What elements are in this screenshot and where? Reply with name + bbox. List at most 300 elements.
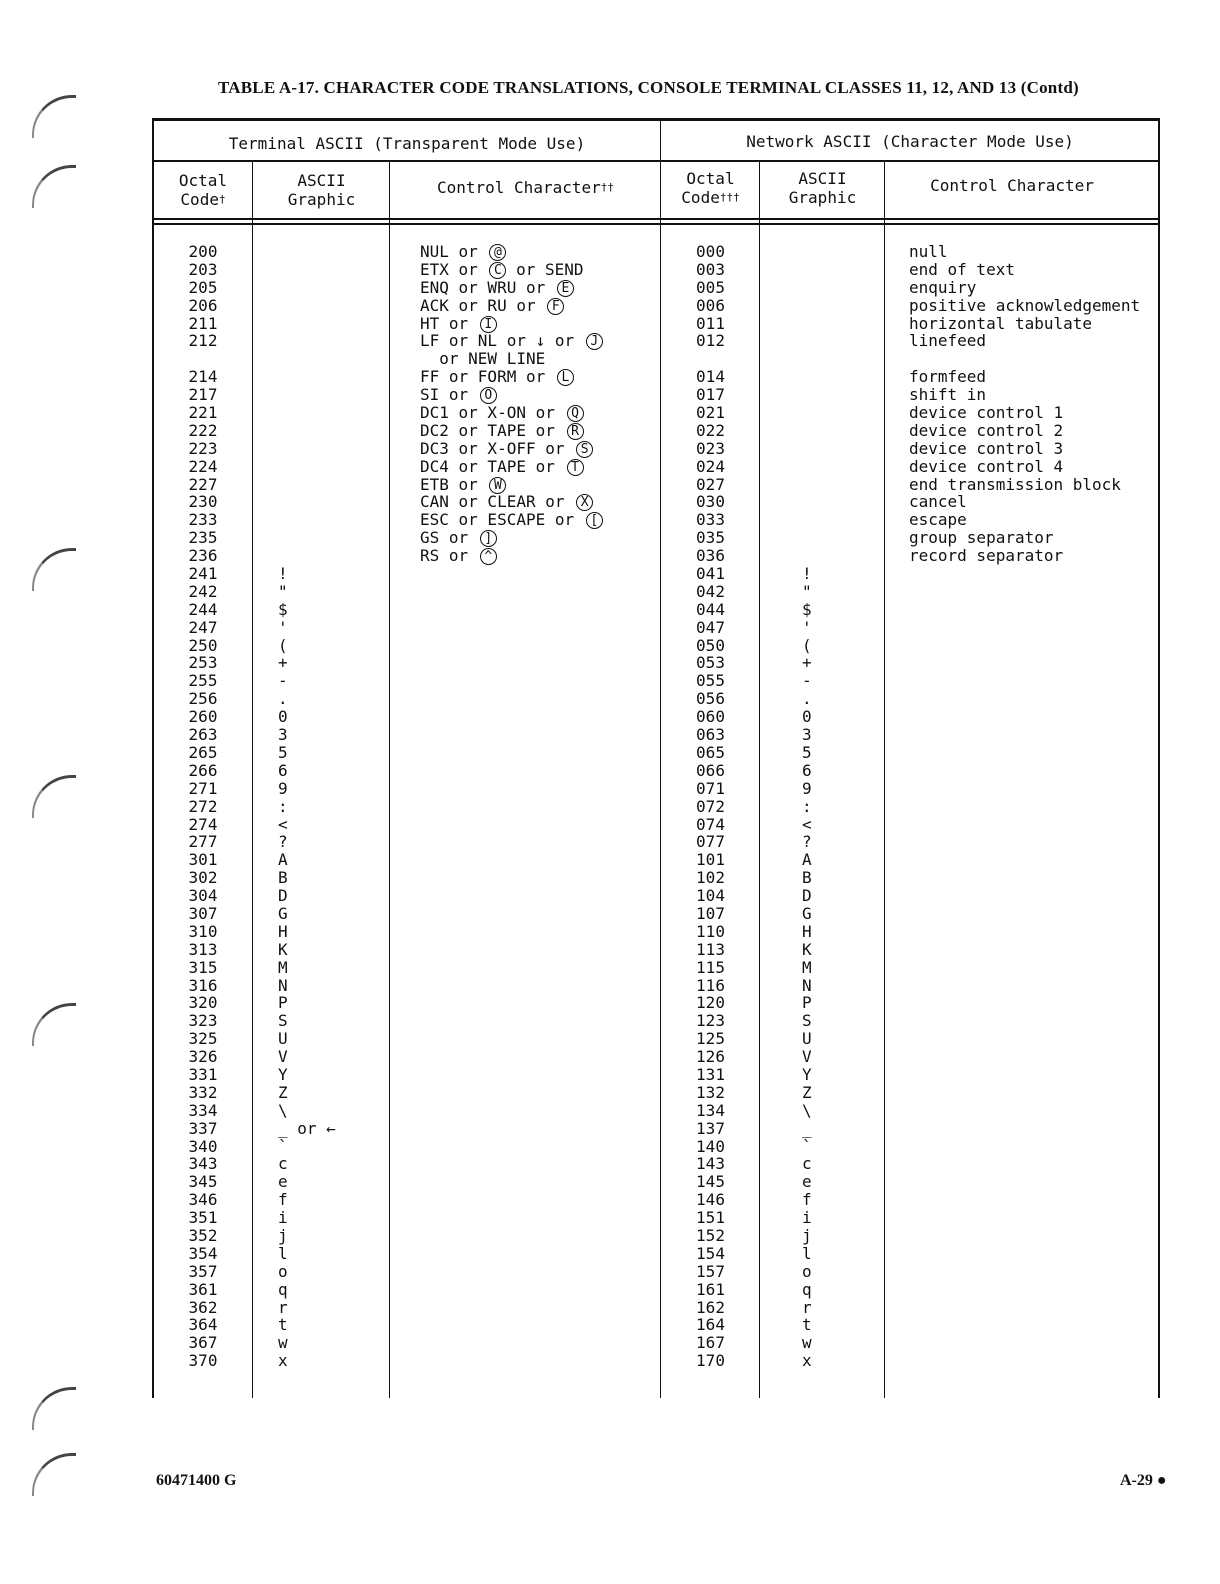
network-octal-code: 024 [696, 456, 725, 476]
terminal-ascii-graphic: H [278, 921, 288, 941]
terminal-octal-code: 212 [188, 331, 218, 351]
terminal-control-character [420, 1138, 658, 1156]
terminal-ascii-graphic: o [278, 1261, 288, 1281]
terminal-ascii-graphic: . [278, 689, 288, 709]
binder-hole [32, 1003, 76, 1046]
network-octal-code: 104 [696, 886, 725, 906]
terminal-ascii-graphic: K [278, 939, 288, 959]
terminal-octal-code: 272 [188, 796, 218, 816]
network-control-character: positive acknowledgement [909, 295, 1141, 315]
network-control-character [909, 583, 1157, 601]
binder-hole [32, 1387, 76, 1430]
terminal-octal-code: 351 [188, 1208, 218, 1228]
terminal-ascii-graphic: i [278, 1208, 288, 1228]
network-ascii-graphic: ! [802, 564, 812, 584]
network-control-character [909, 798, 1157, 816]
terminal-octal-code: 277 [188, 832, 218, 852]
terminal-ascii-graphic [278, 529, 388, 547]
network-octal-code: 063 [696, 725, 725, 745]
terminal-ascii-graphic: q [278, 1279, 288, 1299]
control-character-text: SI or [420, 385, 469, 405]
terminal-ascii-graphic: + [278, 653, 288, 673]
network-octal-code: 143 [696, 1154, 725, 1174]
network-ascii-graphic: 0 [802, 707, 812, 727]
terminal-ascii-graphic [278, 458, 388, 476]
terminal-octal-code: 241 [188, 564, 218, 584]
circled-key-icon: T [567, 459, 584, 476]
circled-key-icon: W [489, 477, 506, 494]
terminal-ascii-graphic: < [278, 814, 288, 834]
network-octal-code: 044 [696, 599, 725, 619]
circled-key-icon: I [480, 316, 497, 333]
terminal-ascii-graphic [278, 493, 388, 511]
header-network-octal-code: Octal Code††† [681, 169, 740, 207]
terminal-ascii-graphic: S [278, 1011, 288, 1031]
terminal-ascii-graphic: D [278, 886, 288, 906]
terminal-ascii-graphic: e [278, 1172, 288, 1192]
network-ascii-graphic [802, 386, 882, 404]
group-header-network: Network ASCII (Character Mode Use) [746, 132, 1074, 151]
terminal-octal-code: 224 [188, 456, 218, 476]
terminal-control-character [420, 637, 658, 655]
terminal-ascii-graphic: Y [278, 1064, 288, 1084]
group-header-divider [152, 160, 1160, 162]
terminal-octal-code: 315 [188, 957, 218, 977]
terminal-control-character [420, 1012, 658, 1030]
terminal-control-character [420, 601, 658, 619]
network-octal-code: 154 [696, 1243, 725, 1263]
network-octal-code: 060 [696, 707, 725, 727]
terminal-octal-code: 236 [188, 546, 218, 566]
terminal-octal-code: 302 [188, 868, 218, 888]
network-control-character [909, 1209, 1157, 1227]
network-ascii-graphic [802, 332, 882, 350]
terminal-ascii-graphic [278, 332, 388, 350]
control-character-text: DC4 or TAPE or [420, 456, 555, 476]
network-ascii-graphic: P [802, 993, 812, 1013]
terminal-control-character [420, 565, 658, 583]
network-octal-code: 131 [696, 1064, 725, 1084]
network-control-character [909, 565, 1157, 583]
terminal-ascii-graphic: ( [278, 635, 288, 655]
network-control-character: escape [909, 510, 967, 530]
terminal-control-character [420, 977, 658, 995]
terminal-ascii-graphic: 3 [278, 725, 288, 745]
terminal-ascii-graphic: G [278, 903, 288, 923]
header-network-ascii-graphic: ASCII Graphic [788, 169, 857, 207]
header-network-control-character: Control Character [930, 176, 1094, 195]
network-control-character [909, 923, 1157, 941]
terminal-octal-code: 206 [188, 295, 218, 315]
network-control-character: cancel [909, 492, 967, 512]
circled-key-icon: C [489, 262, 506, 279]
network-control-character [909, 1316, 1157, 1334]
terminal-octal-code: 244 [188, 599, 218, 619]
network-control-character [909, 762, 1157, 780]
binder-hole [32, 548, 76, 591]
terminal-control-character-column [420, 243, 658, 1370]
network-control-character [909, 601, 1157, 619]
network-control-character [909, 887, 1157, 905]
terminal-ascii-graphic [278, 350, 388, 368]
network-octal-code: 072 [696, 796, 725, 816]
network-ascii-graphic: $ [802, 599, 812, 619]
terminal-octal-code: 316 [188, 975, 218, 995]
network-control-character: device control 2 [909, 420, 1064, 440]
terminal-control-character [420, 994, 658, 1012]
terminal-control-character [420, 422, 658, 440]
circled-key-icon: Q [567, 405, 584, 422]
network-octal-code: 140 [696, 1136, 725, 1156]
network-octal-code: 005 [696, 277, 725, 297]
network-control-character: device control 1 [909, 403, 1064, 423]
control-character-text: ETB or [420, 474, 478, 494]
terminal-octal-code: 233 [188, 510, 218, 530]
network-control-character [909, 744, 1157, 762]
group-header-terminal: Terminal ASCII (Transparent Mode Use) [228, 134, 586, 153]
network-ascii-graphic [802, 422, 882, 440]
terminal-octal-code: 222 [188, 420, 218, 440]
network-octal-code: 065 [696, 742, 725, 762]
terminal-control-character [420, 690, 658, 708]
network-ascii-graphic: q [802, 1279, 812, 1299]
network-octal-code: 146 [696, 1190, 725, 1210]
terminal-control-character [420, 654, 658, 672]
network-ascii-graphic: \ [802, 1100, 812, 1120]
terminal-octal-code: 334 [188, 1100, 218, 1120]
network-octal-code: 050 [696, 635, 725, 655]
terminal-control-character [420, 1048, 658, 1066]
terminal-control-character [420, 1281, 658, 1299]
terminal-ascii-graphic: A [278, 850, 288, 870]
control-character-text: DC1 or X-ON or [420, 403, 555, 423]
network-ascii-graphic: S [802, 1011, 812, 1031]
terminal-octal-code: 343 [188, 1154, 218, 1174]
network-ascii-graphic: e [802, 1172, 812, 1192]
network-ascii-graphic: " [802, 581, 812, 601]
network-octal-code: 164 [696, 1315, 725, 1335]
terminal-ascii-graphic: r [278, 1297, 288, 1317]
terminal-control-character [420, 744, 658, 762]
terminal-ascii-graphic: P [278, 993, 288, 1013]
network-ascii-graphic [802, 315, 882, 333]
terminal-octal-code: 217 [188, 385, 218, 405]
terminal-octal-code: 345 [188, 1172, 218, 1192]
network-octal-code: 161 [696, 1279, 725, 1299]
terminal-octal-code: 265 [188, 742, 218, 762]
terminal-ascii-graphic: 9 [278, 778, 288, 798]
terminal-control-character [420, 511, 658, 529]
network-ascii-graphic: t [802, 1315, 812, 1335]
control-character-text: CAN or CLEAR or [420, 492, 565, 512]
network-octal-code: 030 [696, 492, 725, 512]
network-octal-code: 000 [696, 242, 725, 261]
circled-key-icon: E [557, 280, 574, 297]
terminal-octal-code: 337 [188, 1118, 218, 1138]
terminal-control-character [420, 440, 658, 458]
network-octal-code [662, 350, 759, 368]
control-character-text: HT or [420, 313, 469, 333]
network-octal-code: 107 [696, 903, 725, 923]
circled-key-icon: F [547, 298, 564, 315]
terminal-control-character [420, 619, 658, 637]
binder-hole [32, 1453, 76, 1496]
network-control-character: shift in [909, 385, 987, 405]
terminal-ascii-graphic: $ [278, 599, 288, 619]
control-character-text: ETX or [420, 259, 478, 279]
network-control-character [909, 941, 1157, 959]
network-control-character [909, 708, 1157, 726]
terminal-ascii-graphic [278, 279, 388, 297]
terminal-control-character [420, 1316, 658, 1334]
terminal-ascii-graphic: N [278, 975, 288, 995]
terminal-control-character [420, 798, 658, 816]
network-octal-code: 101 [696, 850, 725, 870]
network-control-character: group separator [909, 528, 1054, 548]
terminal-octal-code: 263 [188, 725, 218, 745]
network-ascii-graphic [802, 547, 882, 565]
network-octal-code: 125 [696, 1029, 725, 1049]
terminal-control-character [420, 887, 658, 905]
network-control-character [909, 1084, 1157, 1102]
terminal-control-character [420, 1299, 658, 1317]
terminal-octal-code: 266 [188, 760, 218, 780]
network-control-character [909, 1191, 1157, 1209]
terminal-octal-code: 205 [188, 277, 218, 297]
terminal-octal-code: 331 [188, 1064, 218, 1084]
terminal-control-character [420, 905, 658, 923]
control-character-text: NUL or [420, 242, 478, 261]
network-ascii-graphic: w [802, 1333, 812, 1353]
header-terminal-octal-code: Octal Code† [178, 171, 228, 209]
binder-hole [32, 165, 76, 208]
terminal-octal-code: 370 [188, 1351, 218, 1371]
network-octal-code: 022 [696, 420, 725, 440]
document-number: 60471400 G [156, 1472, 237, 1489]
terminal-octal-code: 203 [188, 259, 218, 279]
col-divider [759, 161, 760, 1398]
terminal-control-character [420, 833, 658, 851]
network-ascii-graphic: + [802, 653, 812, 673]
network-control-character: device control 4 [909, 456, 1064, 476]
network-control-character: null [909, 242, 948, 261]
network-octal-code: 115 [696, 957, 725, 977]
network-ascii-graphic: N [802, 975, 812, 995]
terminal-control-character [420, 547, 658, 565]
terminal-ascii-graphic: \ [278, 1100, 288, 1120]
terminal-ascii-graphic: M [278, 957, 288, 977]
terminal-ascii-graphic [278, 315, 388, 333]
network-ascii-graphic: x [802, 1351, 812, 1371]
network-control-character [909, 1227, 1157, 1245]
circled-key-icon: J [586, 333, 603, 350]
circled-key-icon: ^ [480, 548, 497, 565]
terminal-ascii-graphic: _ or ← [278, 1118, 336, 1138]
terminal-control-character [420, 368, 658, 386]
network-octal-code: 110 [696, 921, 725, 941]
terminal-ascii-graphic: l [278, 1243, 288, 1263]
terminal-control-character [420, 315, 658, 333]
network-ascii-graphic: V [802, 1047, 812, 1067]
terminal-control-character [420, 1245, 658, 1263]
terminal-ascii-graphic: ` [278, 1136, 288, 1156]
terminal-ascii-graphic: t [278, 1315, 288, 1335]
terminal-octal-code: 307 [188, 903, 218, 923]
network-ascii-graphic [802, 511, 882, 529]
terminal-octal-code: 301 [188, 850, 218, 870]
network-control-character [909, 1066, 1157, 1084]
network-octal-code: 123 [696, 1011, 725, 1031]
network-octal-code: 042 [696, 581, 725, 601]
terminal-ascii-graphic: V [278, 1047, 288, 1067]
network-octal-code: 132 [696, 1082, 725, 1102]
network-control-character [909, 637, 1157, 655]
network-control-character [909, 1012, 1157, 1030]
network-control-character [909, 1352, 1157, 1370]
network-ascii-graphic [802, 493, 882, 511]
terminal-octal-code: 352 [188, 1225, 218, 1245]
network-ascii-graphic: Y [802, 1064, 812, 1084]
network-ascii-graphic: j [802, 1225, 812, 1245]
terminal-ascii-graphic: f [278, 1190, 288, 1210]
network-octal-code: 047 [696, 617, 725, 637]
terminal-ascii-graphic: ' [278, 617, 288, 637]
network-ascii-graphic: ' [802, 617, 812, 637]
network-control-character [909, 1048, 1157, 1066]
terminal-control-character [420, 941, 658, 959]
network-control-character [909, 1120, 1157, 1138]
network-control-character [909, 672, 1157, 690]
col-divider [884, 161, 885, 1398]
network-ascii-graphic: G [802, 903, 812, 923]
network-ascii-graphic: . [802, 689, 812, 709]
network-control-character [909, 816, 1157, 834]
network-control-character [909, 1334, 1157, 1352]
terminal-octal-code: 200 [188, 242, 218, 261]
network-ascii-graphic: A [802, 850, 812, 870]
terminal-octal-code: 313 [188, 939, 218, 959]
control-character-text: GS or [420, 528, 469, 548]
network-ascii-graphic: : [802, 796, 812, 816]
network-ascii-graphic: f [802, 1190, 812, 1210]
network-octal-code: 011 [696, 313, 725, 333]
network-octal-code: 116 [696, 975, 725, 995]
terminal-octal-code: 255 [188, 671, 218, 691]
network-control-character [909, 780, 1157, 798]
network-octal-code: 077 [696, 832, 725, 852]
terminal-ascii-graphic [278, 547, 388, 565]
network-control-character [909, 851, 1157, 869]
terminal-control-character [420, 297, 658, 315]
control-character-text: DC3 or X-OFF or [420, 438, 565, 458]
terminal-ascii-graphic: w [278, 1333, 288, 1353]
terminal-octal-code: 362 [188, 1297, 218, 1317]
terminal-octal-code: 223 [188, 438, 218, 458]
terminal-octal-code: 340 [188, 1136, 218, 1156]
network-ascii-graphic: K [802, 939, 812, 959]
network-control-character-column [909, 243, 1157, 1370]
terminal-control-character [420, 1084, 658, 1102]
terminal-control-character [420, 869, 658, 887]
network-ascii-graphic: _ [802, 1118, 812, 1138]
network-control-character [909, 1245, 1157, 1263]
network-ascii-graphic: - [802, 671, 812, 691]
terminal-octal-code: 346 [188, 1190, 218, 1210]
terminal-octal-code: 364 [188, 1315, 218, 1335]
network-ascii-graphic [802, 297, 882, 315]
terminal-control-character [420, 672, 658, 690]
terminal-control-character [420, 1173, 658, 1191]
terminal-control-character [420, 1102, 658, 1120]
terminal-control-character [420, 1120, 658, 1138]
network-octal-code: 003 [696, 259, 725, 279]
network-ascii-graphic [802, 440, 882, 458]
network-ascii-graphic [802, 458, 882, 476]
terminal-control-character [420, 404, 658, 422]
circled-key-icon: @ [489, 244, 506, 261]
terminal-ascii-graphic [278, 511, 388, 529]
control-character-text: RS or [420, 546, 469, 566]
control-character-text: ACK or RU or [420, 295, 536, 315]
terminal-control-character [420, 350, 658, 368]
control-character-text: ENQ or WRU or [420, 277, 546, 297]
network-control-character: enquiry [909, 277, 977, 297]
terminal-octal-code: 320 [188, 993, 218, 1013]
terminal-octal-code: 367 [188, 1333, 218, 1353]
terminal-ascii-graphic: x [278, 1351, 288, 1371]
network-control-character [909, 1030, 1157, 1048]
network-control-character [909, 350, 1157, 368]
terminal-ascii-graphic [278, 476, 388, 494]
terminal-control-character [420, 1030, 658, 1048]
table-title: TABLE A-17. CHARACTER CODE TRANSLATIONS, CONSOLE TERMINAL CLASSES 11, 12, AND 13 (Contd) [218, 78, 1079, 97]
network-ascii-graphic: 3 [802, 725, 812, 745]
network-ascii-graphic [802, 404, 882, 422]
network-control-character [909, 690, 1157, 708]
network-ascii-graphic: B [802, 868, 812, 888]
network-octal-code: 167 [696, 1333, 725, 1353]
network-ascii-graphic: ( [802, 635, 812, 655]
network-octal-code: 113 [696, 939, 725, 959]
terminal-ascii-graphic: - [278, 671, 288, 691]
network-octal-code: 023 [696, 438, 725, 458]
terminal-ascii-graphic: ! [278, 564, 288, 584]
network-octal-code: 014 [696, 367, 725, 387]
terminal-control-character [420, 261, 658, 279]
network-ascii-graphic: 6 [802, 760, 812, 780]
network-ascii-graphic: H [802, 921, 812, 941]
network-octal-code: 027 [696, 474, 725, 494]
network-ascii-graphic: Z [802, 1082, 812, 1102]
terminal-ascii-graphic [278, 261, 388, 279]
network-octal-code: 134 [696, 1100, 725, 1120]
terminal-ascii-graphic [278, 243, 388, 261]
network-control-character [909, 1299, 1157, 1317]
network-ascii-graphic-column [802, 243, 882, 1370]
terminal-control-character [420, 1352, 658, 1370]
network-ascii-graphic: i [802, 1208, 812, 1228]
circled-key-icon: S [576, 441, 593, 458]
terminal-control-character [420, 1334, 658, 1352]
terminal-control-character [420, 923, 658, 941]
terminal-ascii-graphic: 6 [278, 760, 288, 780]
terminal-ascii-graphic [278, 386, 388, 404]
network-octal-code: 056 [696, 689, 725, 709]
network-octal-code: 033 [696, 510, 725, 530]
terminal-ascii-graphic: 5 [278, 742, 288, 762]
page-number: A-29 ● [1120, 1472, 1167, 1489]
terminal-octal-code: 247 [188, 617, 218, 637]
